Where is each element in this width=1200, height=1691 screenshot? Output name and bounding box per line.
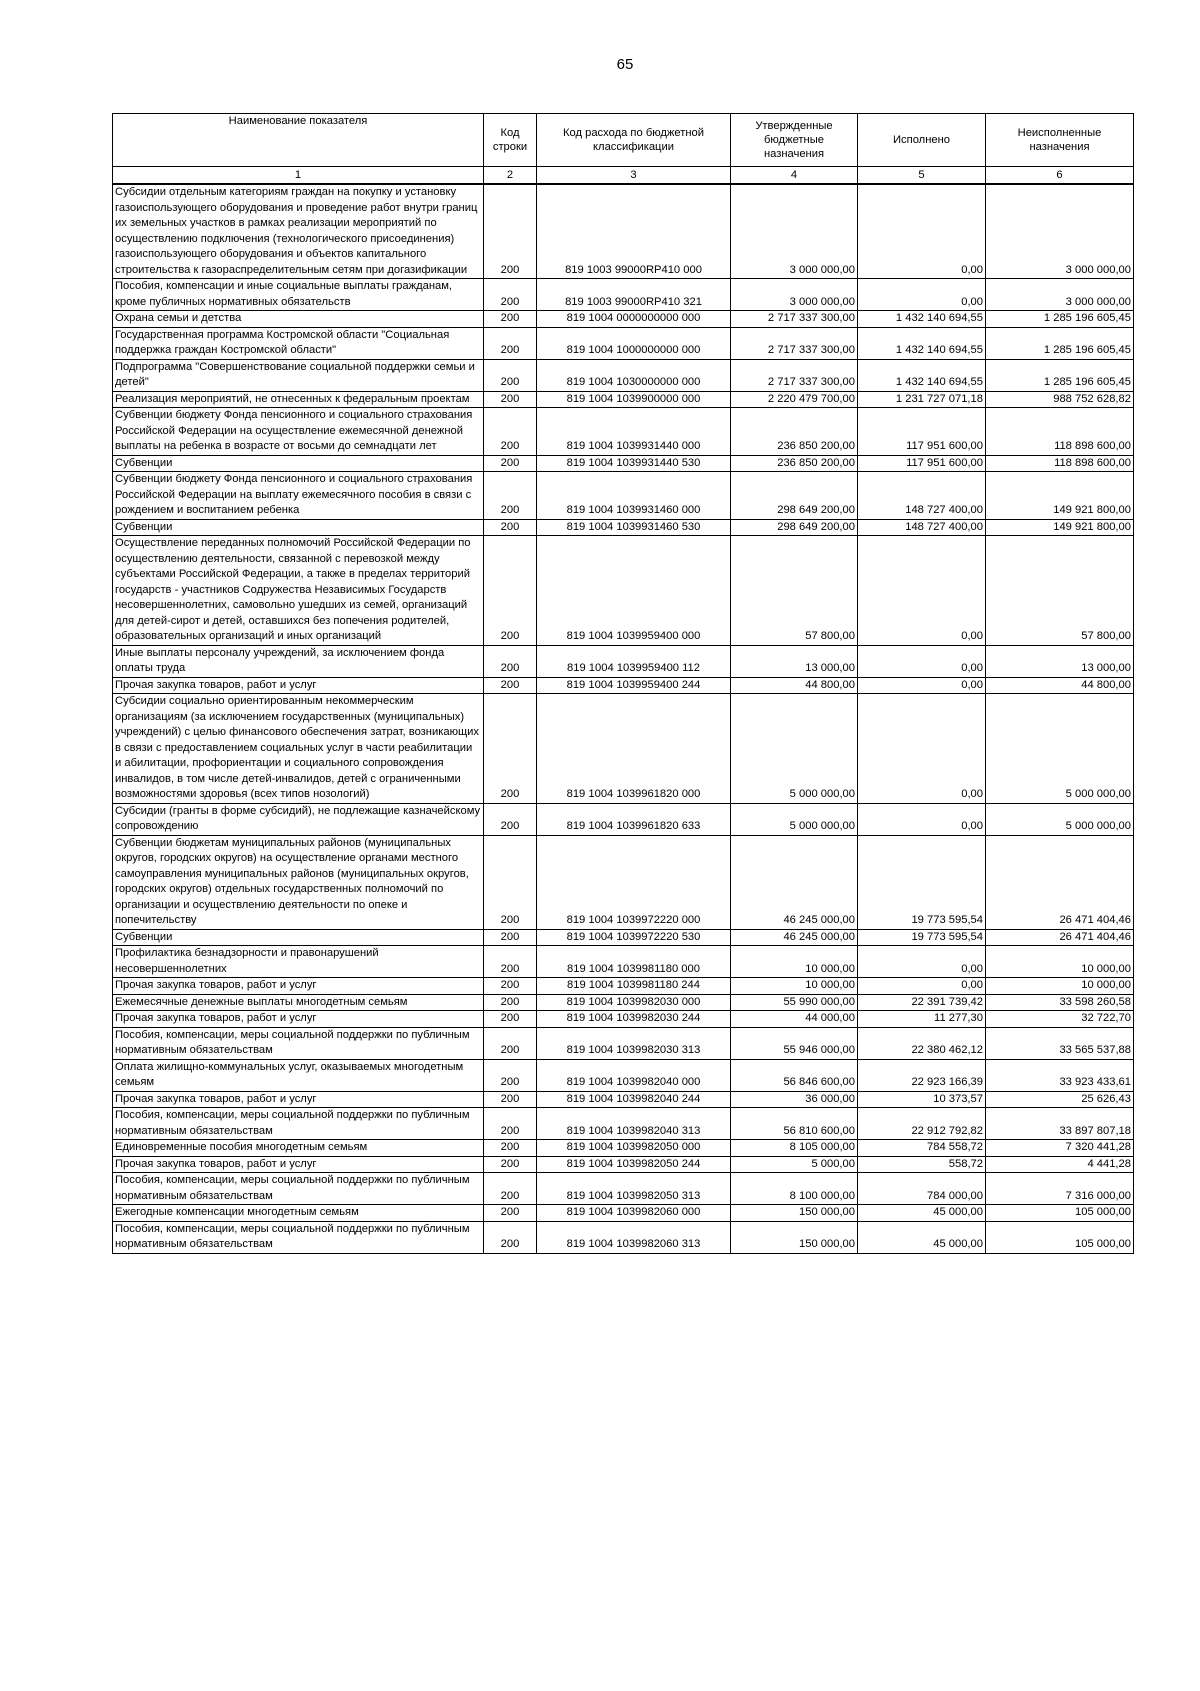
indicator-name-cell: Пособия, компенсации, меры социальной поддержки по публичным нормативным обязательствам	[113, 1027, 484, 1059]
table-row	[113, 929, 1134, 946]
unexecuted-amount-cell: 26 471 404,46	[986, 929, 1134, 946]
table-row	[113, 455, 1134, 472]
expense-code-cell: 819 1004 1039931460 000	[537, 472, 731, 520]
executed-amount-cell: 117 951 600,00	[858, 455, 986, 472]
line-code-cell: 200	[484, 929, 537, 946]
line-code-cell: 200	[484, 519, 537, 536]
expense-code-cell: 819 1004 1039981180 000	[537, 946, 731, 978]
line-code-cell: 200	[484, 978, 537, 995]
expense-code-cell: 819 1004 1039982030 313	[537, 1027, 731, 1059]
indicator-name-cell: Субвенции бюджетам муниципальных районов (муниципальных округов, городских округов) на осуществление органами местного самоуправления муниципальных районов (муниципальных округов, городских округов) отдельных государственных полномочий по организации и осуществлению деятельности по опеке и попечительству	[113, 835, 484, 929]
expense-code-cell: 819 1003 99000RP410 321	[537, 279, 731, 311]
line-code-cell: 200	[484, 1108, 537, 1140]
indicator-name-cell: Субвенции	[113, 519, 484, 536]
column-number: 4	[731, 167, 858, 185]
expense-code-cell: 819 1004 1039982040 244	[537, 1091, 731, 1108]
indicator-name-cell: Государственная программа Костромской области "Социальная поддержка граждан Костромской области"	[113, 327, 484, 359]
executed-amount-cell: 148 727 400,00	[858, 519, 986, 536]
indicator-name-cell: Субсидии социально ориентированным некоммерческим организациям (за исключением государственных (муниципальных) учреждений) с целью финансового обеспечения затрат, возникающих в связи с предоставлением социальных услуг в части реабилитации и абилитации, профориентации и социального сопровождения инвалидов, в том числе детей-инвалидов, детей с ограниченными возможностями здоровья (всех типов нозологий)	[113, 694, 484, 804]
executed-amount-cell: 784 558,72	[858, 1140, 986, 1157]
unexecuted-amount-cell: 3 000 000,00	[986, 279, 1134, 311]
indicator-name-cell: Субвенции бюджету Фонда пенсионного и социального страхования Российской Федерации на осуществление ежемесячной денежной выплаты на ребенка в возрасте от восьми до семнадцати лет	[113, 408, 484, 456]
executed-amount-cell: 0,00	[858, 803, 986, 835]
executed-amount-cell: 0,00	[858, 677, 986, 694]
table-row	[113, 645, 1134, 677]
unexecuted-amount-cell: 10 000,00	[986, 978, 1134, 995]
indicator-name-cell: Пособия, компенсации, меры социальной поддержки по публичным нормативным обязательствам	[113, 1221, 484, 1253]
table-row	[113, 835, 1134, 929]
approved-amount-cell: 56 810 600,00	[731, 1108, 858, 1140]
line-code-cell: 200	[484, 1091, 537, 1108]
expense-code-cell: 819 1004 1039982050 244	[537, 1156, 731, 1173]
executed-amount-cell: 22 912 792,82	[858, 1108, 986, 1140]
table-row	[113, 1059, 1134, 1091]
executed-amount-cell: 22 391 739,42	[858, 994, 986, 1011]
approved-amount-cell: 3 000 000,00	[731, 279, 858, 311]
expense-code-cell: 819 1004 1039900000 000	[537, 391, 731, 408]
column-number: 6	[986, 167, 1134, 185]
line-code-cell: 200	[484, 946, 537, 978]
unexecuted-amount-cell: 32 722,70	[986, 1011, 1134, 1028]
executed-amount-cell: 0,00	[858, 946, 986, 978]
approved-amount-cell: 57 800,00	[731, 536, 858, 646]
approved-amount-cell: 56 846 600,00	[731, 1059, 858, 1091]
header-name: Наименование показателя	[113, 114, 484, 167]
expense-code-cell: 819 1004 1039961820 000	[537, 694, 731, 804]
executed-amount-cell: 19 773 595,54	[858, 929, 986, 946]
unexecuted-amount-cell: 149 921 800,00	[986, 519, 1134, 536]
expense-code-cell: 819 1004 1039972220 530	[537, 929, 731, 946]
unexecuted-amount-cell: 105 000,00	[986, 1205, 1134, 1222]
expense-code-cell: 819 1004 0000000000 000	[537, 311, 731, 328]
header-expense-code: Код расхода по бюджетной классификации	[537, 114, 731, 167]
line-code-cell: 200	[484, 391, 537, 408]
indicator-name-cell: Иные выплаты персоналу учреждений, за исключением фонда оплаты труда	[113, 645, 484, 677]
indicator-name-cell: Прочая закупка товаров, работ и услуг	[113, 1011, 484, 1028]
table-row	[113, 1140, 1134, 1157]
header-approved: Утвержденные бюджетные назначения	[731, 114, 858, 167]
page-number: 65	[616, 56, 634, 73]
approved-amount-cell: 13 000,00	[731, 645, 858, 677]
approved-amount-cell: 5 000 000,00	[731, 694, 858, 804]
line-code-cell: 200	[484, 1059, 537, 1091]
approved-amount-cell: 236 850 200,00	[731, 408, 858, 456]
expense-code-cell: 819 1004 1039931460 530	[537, 519, 731, 536]
executed-amount-cell: 0,00	[858, 536, 986, 646]
expense-code-cell: 819 1004 1039959400 244	[537, 677, 731, 694]
expense-code-cell: 819 1004 1039972220 000	[537, 835, 731, 929]
approved-amount-cell: 2 717 337 300,00	[731, 327, 858, 359]
line-code-cell: 200	[484, 645, 537, 677]
column-number: 1	[113, 167, 484, 185]
executed-amount-cell: 1 231 727 071,18	[858, 391, 986, 408]
executed-amount-cell: 0,00	[858, 645, 986, 677]
unexecuted-amount-cell: 4 441,28	[986, 1156, 1134, 1173]
table-row	[113, 978, 1134, 995]
approved-amount-cell: 2 717 337 300,00	[731, 311, 858, 328]
line-code-cell: 200	[484, 803, 537, 835]
table-row	[113, 1205, 1134, 1222]
line-code-cell: 200	[484, 1027, 537, 1059]
indicator-name-cell: Ежегодные компенсации многодетным семьям	[113, 1205, 484, 1222]
indicator-name-cell: Оплата жилищно-коммунальных услуг, оказываемых многодетным семьям	[113, 1059, 484, 1091]
executed-amount-cell: 0,00	[858, 279, 986, 311]
expense-code-cell: 819 1004 1039959400 000	[537, 536, 731, 646]
expense-code-cell: 819 1004 1039982050 313	[537, 1173, 731, 1205]
expense-code-cell: 819 1004 1039982050 000	[537, 1140, 731, 1157]
executed-amount-cell: 10 373,57	[858, 1091, 986, 1108]
expense-code-cell: 819 1004 1039982060 000	[537, 1205, 731, 1222]
expense-code-cell: 819 1004 1039931440 530	[537, 455, 731, 472]
approved-amount-cell: 2 220 479 700,00	[731, 391, 858, 408]
unexecuted-amount-cell: 118 898 600,00	[986, 408, 1134, 456]
executed-amount-cell: 784 000,00	[858, 1173, 986, 1205]
indicator-name-cell: Субсидии отдельным категориям граждан на покупку и установку газоиспользующего оборудования и проведение работ внутри границ их земельных участков в рамках реализации мероприятий по осуществлению подключения (технологического присоединения) газоиспользующего оборудования и объектов капитального строительства к газораспределительным сетям при догазификации	[113, 184, 484, 279]
unexecuted-amount-cell: 13 000,00	[986, 645, 1134, 677]
line-code-cell: 200	[484, 1221, 537, 1253]
unexecuted-amount-cell: 5 000 000,00	[986, 694, 1134, 804]
header-unexecuted: Неисполненные назначения	[986, 114, 1134, 167]
table-row	[113, 1173, 1134, 1205]
table-row	[113, 391, 1134, 408]
approved-amount-cell: 3 000 000,00	[731, 184, 858, 279]
unexecuted-amount-cell: 1 285 196 605,45	[986, 311, 1134, 328]
indicator-name-cell: Пособия, компенсации, меры социальной поддержки по публичным нормативным обязательствам	[113, 1108, 484, 1140]
indicator-name-cell: Прочая закупка товаров, работ и услуг	[113, 677, 484, 694]
expense-code-cell: 819 1004 1030000000 000	[537, 359, 731, 391]
unexecuted-amount-cell: 33 923 433,61	[986, 1059, 1134, 1091]
unexecuted-amount-cell: 105 000,00	[986, 1221, 1134, 1253]
expense-code-cell: 819 1004 1039959400 112	[537, 645, 731, 677]
approved-amount-cell: 55 990 000,00	[731, 994, 858, 1011]
header-executed: Исполнено	[858, 114, 986, 167]
table-row	[113, 327, 1134, 359]
table-row	[113, 1027, 1134, 1059]
executed-amount-cell: 1 432 140 694,55	[858, 359, 986, 391]
table-row	[113, 803, 1134, 835]
executed-amount-cell: 117 951 600,00	[858, 408, 986, 456]
approved-amount-cell: 5 000,00	[731, 1156, 858, 1173]
line-code-cell: 200	[484, 408, 537, 456]
executed-amount-cell: 0,00	[858, 694, 986, 804]
executed-amount-cell: 45 000,00	[858, 1221, 986, 1253]
expense-code-cell: 819 1004 1039961820 633	[537, 803, 731, 835]
approved-amount-cell: 236 850 200,00	[731, 455, 858, 472]
indicator-name-cell: Осуществление переданных полномочий Российской Федерации по осуществлению деятельности, связанной с перевозкой между субъектами Российской Федерации, а также в пределах территорий государств - участников Содружества Независимых Государств несовершеннолетних, самовольно ушедших из семей, организаций для детей-сирот и детей, оставшихся без попечения родителей, образовательных организаций и иных организаций	[113, 536, 484, 646]
expense-code-cell: 819 1004 1039982040 000	[537, 1059, 731, 1091]
unexecuted-amount-cell: 10 000,00	[986, 946, 1134, 978]
executed-amount-cell: 148 727 400,00	[858, 472, 986, 520]
expense-code-cell: 819 1004 1039982040 313	[537, 1108, 731, 1140]
table-body	[113, 167, 1134, 1254]
line-code-cell: 200	[484, 455, 537, 472]
line-code-cell: 200	[484, 1140, 537, 1157]
unexecuted-amount-cell: 3 000 000,00	[986, 184, 1134, 279]
line-code-cell: 200	[484, 279, 537, 311]
executed-amount-cell: 0,00	[858, 978, 986, 995]
unexecuted-amount-cell: 118 898 600,00	[986, 455, 1134, 472]
table-row	[113, 1221, 1134, 1253]
unexecuted-amount-cell: 44 800,00	[986, 677, 1134, 694]
executed-amount-cell: 22 380 462,12	[858, 1027, 986, 1059]
table-row	[113, 946, 1134, 978]
approved-amount-cell: 298 649 200,00	[731, 472, 858, 520]
executed-amount-cell: 19 773 595,54	[858, 835, 986, 929]
executed-amount-cell: 45 000,00	[858, 1205, 986, 1222]
approved-amount-cell: 5 000 000,00	[731, 803, 858, 835]
unexecuted-amount-cell: 33 598 260,58	[986, 994, 1134, 1011]
unexecuted-amount-cell: 7 316 000,00	[986, 1173, 1134, 1205]
unexecuted-amount-cell: 33 565 537,88	[986, 1027, 1134, 1059]
executed-amount-cell: 1 432 140 694,55	[858, 311, 986, 328]
indicator-name-cell: Субвенции	[113, 929, 484, 946]
line-code-cell: 200	[484, 311, 537, 328]
executed-amount-cell: 11 277,30	[858, 1011, 986, 1028]
expense-code-cell: 819 1004 1000000000 000	[537, 327, 731, 359]
approved-amount-cell: 46 245 000,00	[731, 929, 858, 946]
indicator-name-cell: Субсидии (гранты в форме субсидий), не подлежащие казначейскому сопровождению	[113, 803, 484, 835]
approved-amount-cell: 36 000,00	[731, 1091, 858, 1108]
table-row	[113, 1108, 1134, 1140]
line-code-cell: 200	[484, 1011, 537, 1028]
column-number-row	[113, 167, 1134, 185]
header-line-code: Код строки	[484, 114, 537, 167]
line-code-cell: 200	[484, 835, 537, 929]
executed-amount-cell: 0,00	[858, 184, 986, 279]
executed-amount-cell: 22 923 166,39	[858, 1059, 986, 1091]
table-row	[113, 359, 1134, 391]
line-code-cell: 200	[484, 1205, 537, 1222]
unexecuted-amount-cell: 149 921 800,00	[986, 472, 1134, 520]
unexecuted-amount-cell: 5 000 000,00	[986, 803, 1134, 835]
indicator-name-cell: Прочая закупка товаров, работ и услуг	[113, 978, 484, 995]
line-code-cell: 200	[484, 1173, 537, 1205]
unexecuted-amount-cell: 1 285 196 605,45	[986, 327, 1134, 359]
approved-amount-cell: 55 946 000,00	[731, 1027, 858, 1059]
line-code-cell: 200	[484, 994, 537, 1011]
expense-code-cell: 819 1004 1039982030 244	[537, 1011, 731, 1028]
table-row	[113, 536, 1134, 646]
indicator-name-cell: Прочая закупка товаров, работ и услуг	[113, 1091, 484, 1108]
unexecuted-amount-cell: 26 471 404,46	[986, 835, 1134, 929]
indicator-name-cell: Ежемесячные денежные выплаты многодетным семьям	[113, 994, 484, 1011]
indicator-name-cell: Пособия, компенсации и иные социальные выплаты гражданам, кроме публичных нормативных обязательств	[113, 279, 484, 311]
budget-execution-table	[112, 113, 1134, 1254]
table-row	[113, 311, 1134, 328]
table-row	[113, 1011, 1134, 1028]
indicator-name-cell: Единовременные пособия многодетным семьям	[113, 1140, 484, 1157]
header-row	[113, 114, 1134, 167]
table-row	[113, 1091, 1134, 1108]
indicator-name-cell: Прочая закупка товаров, работ и услуг	[113, 1156, 484, 1173]
expense-code-cell: 819 1003 99000RP410 000	[537, 184, 731, 279]
approved-amount-cell: 150 000,00	[731, 1205, 858, 1222]
unexecuted-amount-cell: 57 800,00	[986, 536, 1134, 646]
approved-amount-cell: 2 717 337 300,00	[731, 359, 858, 391]
unexecuted-amount-cell: 25 626,43	[986, 1091, 1134, 1108]
approved-amount-cell: 298 649 200,00	[731, 519, 858, 536]
expense-code-cell: 819 1004 1039981180 244	[537, 978, 731, 995]
expense-code-cell: 819 1004 1039982060 313	[537, 1221, 731, 1253]
approved-amount-cell: 8 105 000,00	[731, 1140, 858, 1157]
line-code-cell: 200	[484, 359, 537, 391]
approved-amount-cell: 8 100 000,00	[731, 1173, 858, 1205]
approved-amount-cell: 10 000,00	[731, 978, 858, 995]
line-code-cell: 200	[484, 184, 537, 279]
line-code-cell: 200	[484, 327, 537, 359]
expense-code-cell: 819 1004 1039982030 000	[537, 994, 731, 1011]
indicator-name-cell: Субвенции бюджету Фонда пенсионного и социального страхования Российской Федерации на выплату ежемесячного пособия в связи с рождением и воспитанием ребенка	[113, 472, 484, 520]
approved-amount-cell: 150 000,00	[731, 1221, 858, 1253]
line-code-cell: 200	[484, 536, 537, 646]
approved-amount-cell: 44 800,00	[731, 677, 858, 694]
indicator-name-cell: Охрана семьи и детства	[113, 311, 484, 328]
table-row	[113, 472, 1134, 520]
approved-amount-cell: 10 000,00	[731, 946, 858, 978]
line-code-cell: 200	[484, 472, 537, 520]
table-row	[113, 279, 1134, 311]
table-row	[113, 1156, 1134, 1173]
table-row	[113, 994, 1134, 1011]
table-row	[113, 184, 1134, 279]
indicator-name-cell: Пособия, компенсации, меры социальной поддержки по публичным нормативным обязательствам	[113, 1173, 484, 1205]
unexecuted-amount-cell: 7 320 441,28	[986, 1140, 1134, 1157]
unexecuted-amount-cell: 33 897 807,18	[986, 1108, 1134, 1140]
column-number: 2	[484, 167, 537, 185]
indicator-name-cell: Подпрограмма "Совершенствование социальной поддержки семьи и детей"	[113, 359, 484, 391]
unexecuted-amount-cell: 988 752 628,82	[986, 391, 1134, 408]
column-number: 5	[858, 167, 986, 185]
line-code-cell: 200	[484, 1156, 537, 1173]
indicator-name-cell: Субвенции	[113, 455, 484, 472]
executed-amount-cell: 1 432 140 694,55	[858, 327, 986, 359]
line-code-cell: 200	[484, 677, 537, 694]
indicator-name-cell: Профилактика безнадзорности и правонарушений несовершеннолетних	[113, 946, 484, 978]
table-row	[113, 694, 1134, 804]
line-code-cell: 200	[484, 694, 537, 804]
table-row	[113, 408, 1134, 456]
unexecuted-amount-cell: 1 285 196 605,45	[986, 359, 1134, 391]
table-row	[113, 677, 1134, 694]
column-number: 3	[537, 167, 731, 185]
indicator-name-cell: Реализация мероприятий, не отнесенных к федеральным проектам	[113, 391, 484, 408]
approved-amount-cell: 44 000,00	[731, 1011, 858, 1028]
expense-code-cell: 819 1004 1039931440 000	[537, 408, 731, 456]
table-row	[113, 519, 1134, 536]
approved-amount-cell: 46 245 000,00	[731, 835, 858, 929]
executed-amount-cell: 558,72	[858, 1156, 986, 1173]
